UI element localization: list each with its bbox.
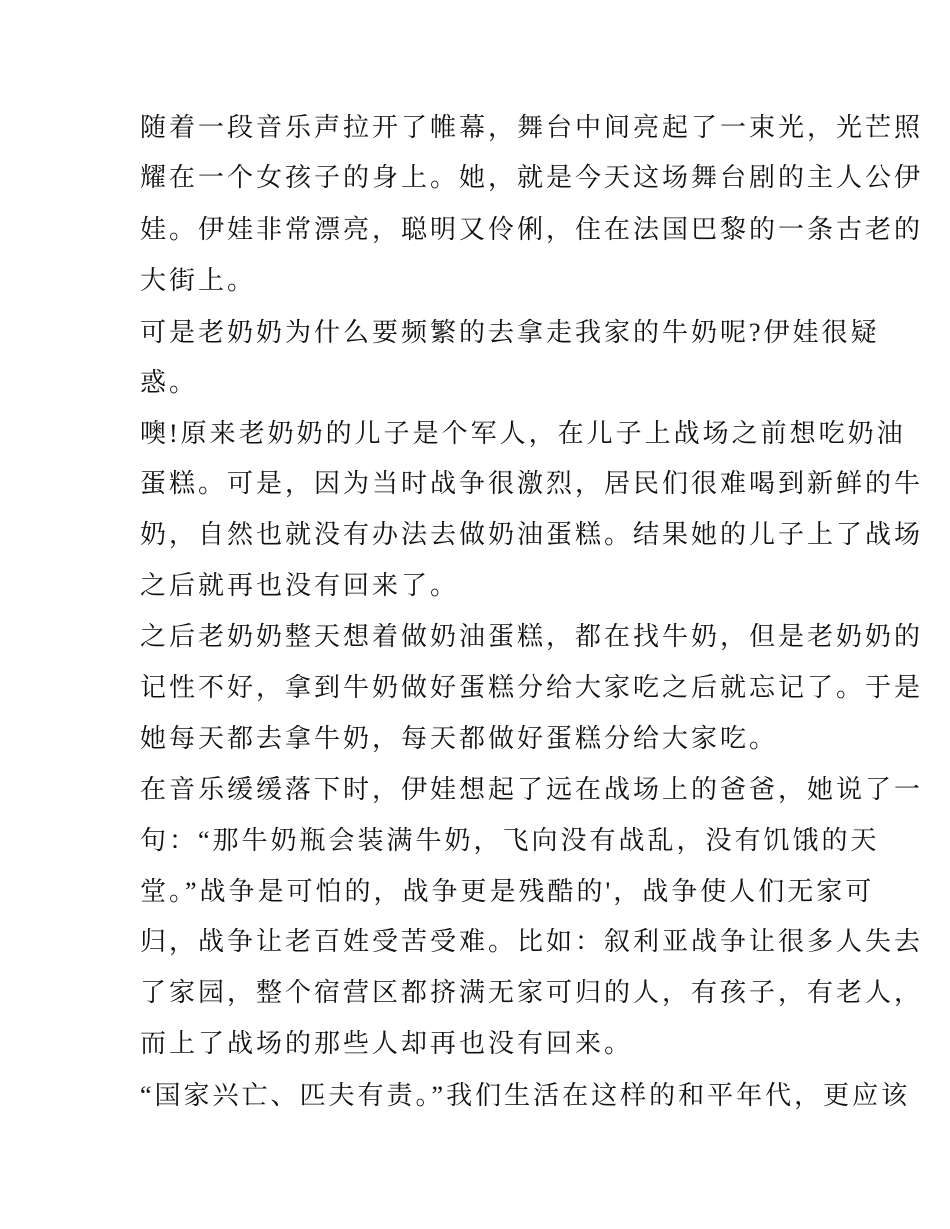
text-line: 句：“那牛奶瓶会装满牛奶，飞向没有战乱，没有饥饿的天 (140, 826, 880, 855)
text-line: 之后老奶奶整天想着做奶油蛋糕，都在找牛奶，但是老奶奶的 (140, 622, 924, 651)
text-line: 娃。伊娃非常漂亮，聪明又伶俐，住在法国巴黎的一条古老的 (140, 215, 924, 244)
text-line: 归，战争让老百姓受苦受难。比如：叙利亚战争让很多人失去 (140, 927, 924, 956)
text-line: 奶，自然也就没有办法去做奶油蛋糕。结果她的儿子上了战场 (140, 520, 924, 549)
text-line: 之后就再也没有回来了。 (140, 571, 460, 600)
text-line: 而上了战场的那些人却再也没有回来。 (140, 1029, 634, 1058)
text-line: 耀在一个女孩子的身上。她，就是今天这场舞台剧的主人公伊 (140, 163, 924, 192)
text-line: 大街上。 (140, 266, 257, 295)
text-line: 蛋糕。可是，因为当时战争很激烈，居民们很难喝到新鲜的牛 (140, 469, 924, 498)
text-line: 惑。 (140, 368, 199, 397)
text-line: 记性不好，拿到牛奶做好蛋糕分给大家吃之后就忘记了。于是 (140, 673, 924, 702)
text-line: 她每天都去拿牛奶，每天都做好蛋糕分给大家吃。 (140, 724, 779, 753)
text-line: 了家园，整个宿营区都挤满无家可归的人，有孩子，有老人， (140, 978, 924, 1007)
text-line: 堂。”战争是可怕的，战争更是残酷的'，战争使人们无家可 (140, 877, 875, 906)
text-line: 可是老奶奶为什么要频繁的去拿走我家的牛奶呢?伊娃很疑 (140, 318, 880, 347)
text-line: 在音乐缓缓落下时，伊娃想起了远在战场上的爸爸，她说了一 (140, 775, 924, 804)
text-line: 随着一段音乐声拉开了帷幕，舞台中间亮起了一束光，光芒照 (140, 113, 924, 142)
text-line: “国家兴亡、匹夫有责。”我们生活在这样的和平年代，更应该 (140, 1081, 911, 1110)
text-line: 噢!原来老奶奶的儿子是个军人，在儿子上战场之前想吃奶油 (140, 419, 906, 448)
